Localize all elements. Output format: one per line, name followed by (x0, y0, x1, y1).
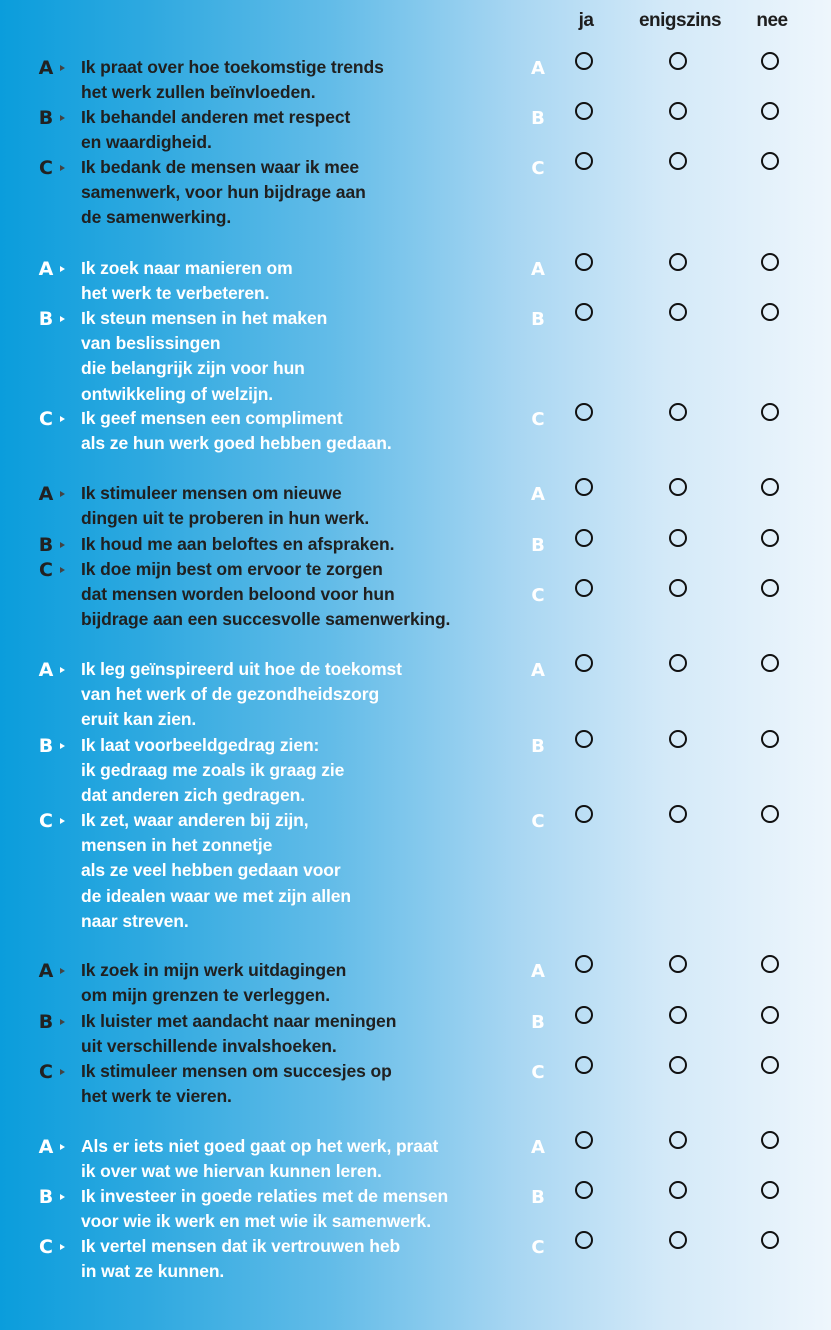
statement-text: Ik stimuleer mensen om succesjes op het werk te vieren. (81, 1061, 392, 1107)
radio-yes[interactable] (575, 403, 593, 421)
radio-no[interactable] (761, 102, 779, 120)
radio-no[interactable] (761, 730, 779, 748)
statement-text: Ik steun mensen in het maken van beslissingen die belangrijk zijn voor hun ontwikkeling of welzijn. (81, 308, 328, 404)
arrow-icon (60, 743, 65, 749)
statement-letter: A (38, 258, 54, 280)
statement-text: Ik behandel anderen met respect en waardigheid. (81, 107, 351, 153)
arrow-icon (60, 1144, 65, 1150)
radio-yes[interactable] (575, 253, 593, 271)
radio-yes[interactable] (575, 579, 593, 597)
radio-somewhat[interactable] (669, 253, 687, 271)
arrow-icon (60, 1069, 65, 1075)
answer-row-letter: A (531, 58, 545, 79)
radio-yes[interactable] (575, 152, 593, 170)
answer-row-letter: B (531, 736, 545, 757)
radio-somewhat[interactable] (669, 955, 687, 973)
radio-no[interactable] (761, 478, 779, 496)
answer-row-letter: C (531, 1062, 545, 1083)
radio-no[interactable] (761, 529, 779, 547)
answer-row-letter: C (531, 158, 545, 179)
radio-no[interactable] (761, 579, 779, 597)
radio-somewhat[interactable] (669, 52, 687, 70)
arrow-icon (60, 818, 65, 824)
arrow-icon (60, 1244, 65, 1250)
statement-letter: B (38, 1011, 54, 1033)
answer-row-letter: C (531, 811, 545, 832)
statement-letter: C (39, 810, 53, 832)
radio-yes[interactable] (575, 1181, 593, 1199)
radio-yes[interactable] (575, 303, 593, 321)
column-header-somewhat: enigszins (638, 10, 722, 31)
statement-letter: A (38, 1136, 54, 1158)
answer-row-letter: A (531, 660, 545, 681)
statement-letter: C (39, 157, 53, 179)
radio-somewhat[interactable] (669, 1006, 687, 1024)
arrow-icon (60, 567, 65, 573)
arrow-icon (60, 667, 65, 673)
statement-text: Ik zet, waar anderen bij zijn, mensen in het zonnetje als ze veel hebben gedaan voor de idealen waar we met zijn allen naar streven. (81, 810, 351, 931)
radio-somewhat[interactable] (669, 579, 687, 597)
radio-yes[interactable] (575, 1231, 593, 1249)
arrow-icon (60, 1194, 65, 1200)
radio-no[interactable] (761, 1006, 779, 1024)
statement-letter: B (38, 735, 54, 757)
radio-yes[interactable] (575, 1006, 593, 1024)
radio-somewhat[interactable] (669, 152, 687, 170)
radio-somewhat[interactable] (669, 1231, 687, 1249)
radio-no[interactable] (761, 52, 779, 70)
statement-text: Ik zoek in mijn werk uitdagingen om mijn grenzen te verleggen. (81, 960, 347, 1006)
arrow-icon (60, 316, 65, 322)
arrow-icon (60, 1019, 65, 1025)
statement-text: Ik praat over hoe toekomstige trends het werk zullen beïnvloeden. (81, 57, 384, 103)
radio-somewhat[interactable] (669, 654, 687, 672)
answer-row-letter: A (531, 1137, 545, 1158)
statement-text: Ik stimuleer mensen om nieuwe dingen uit te proberen in hun werk. (81, 483, 370, 529)
radio-yes[interactable] (575, 52, 593, 70)
statement-text: Ik houd me aan beloftes en afspraken. (81, 534, 395, 554)
radio-no[interactable] (761, 1131, 779, 1149)
answer-row-letter: B (531, 535, 545, 556)
arrow-icon (60, 266, 65, 272)
radio-no[interactable] (761, 1231, 779, 1249)
column-header-no: nee (756, 10, 788, 31)
arrow-icon (60, 115, 65, 121)
statement-letter: A (38, 57, 54, 79)
column-header-yes: ja (578, 10, 594, 31)
radio-yes[interactable] (575, 1131, 593, 1149)
statement-letter: B (38, 1186, 54, 1208)
answer-row-letter: B (531, 309, 545, 330)
radio-no[interactable] (761, 955, 779, 973)
answer-row-letter: B (531, 108, 545, 129)
radio-yes[interactable] (575, 1056, 593, 1074)
radio-somewhat[interactable] (669, 478, 687, 496)
answer-row-letter: A (531, 259, 545, 280)
radio-no[interactable] (761, 1056, 779, 1074)
statement-text: Als er iets niet goed gaat op het werk, praat ik over wat we hiervan kunnen leren. (81, 1136, 439, 1182)
statement-letter: B (38, 308, 54, 330)
statement-text: Ik laat voorbeeldgedrag zien: ik gedraag me zoals ik graag zie dat anderen zich gedragen. (81, 735, 345, 806)
radio-somewhat[interactable] (669, 403, 687, 421)
radio-somewhat[interactable] (669, 1181, 687, 1199)
radio-yes[interactable] (575, 102, 593, 120)
radio-somewhat[interactable] (669, 730, 687, 748)
radio-somewhat[interactable] (669, 529, 687, 547)
radio-no[interactable] (761, 805, 779, 823)
statement-letter: C (39, 559, 53, 581)
statement-letter: C (39, 408, 53, 430)
radio-no[interactable] (761, 152, 779, 170)
statement-text: Ik vertel mensen dat ik vertrouwen heb in wat ze kunnen. (81, 1236, 401, 1282)
radio-yes[interactable] (575, 955, 593, 973)
statement-text: Ik zoek naar manieren om het werk te verbeteren. (81, 258, 293, 304)
radio-yes[interactable] (575, 529, 593, 547)
statement-letter: A (38, 960, 54, 982)
radio-no[interactable] (761, 253, 779, 271)
statement-letter: B (38, 107, 54, 129)
radio-somewhat[interactable] (669, 1131, 687, 1149)
radio-yes[interactable] (575, 805, 593, 823)
statement-letter: A (38, 659, 54, 681)
answer-row-letter: C (531, 409, 545, 430)
radio-yes[interactable] (575, 654, 593, 672)
statement-text: Ik investeer in goede relaties met de mensen voor wie ik werk en met wie ik samenwerk. (81, 1186, 449, 1232)
radio-no[interactable] (761, 403, 779, 421)
radio-no[interactable] (761, 303, 779, 321)
radio-somewhat[interactable] (669, 805, 687, 823)
statement-letter: C (39, 1061, 53, 1083)
answer-row-letter: C (531, 1237, 545, 1258)
arrow-icon (60, 968, 65, 974)
statement-letter: C (39, 1236, 53, 1258)
arrow-icon (60, 65, 65, 71)
arrow-icon (60, 416, 65, 422)
arrow-icon (60, 165, 65, 171)
answer-row-letter: A (531, 961, 545, 982)
statement-text: Ik leg geïnspireerd uit hoe de toekomst van het werk of de gezondheidszorg eruit kan zien. (81, 659, 402, 730)
radio-yes[interactable] (575, 730, 593, 748)
answer-row-letter: B (531, 1012, 545, 1033)
arrow-icon (60, 542, 65, 548)
statement-text: Ik bedank de mensen waar ik mee samenwerk, voor hun bijdrage aan de samenwerking. (81, 157, 366, 228)
radio-yes[interactable] (575, 478, 593, 496)
arrow-icon (60, 491, 65, 497)
answer-row-letter: C (531, 585, 545, 606)
radio-somewhat[interactable] (669, 102, 687, 120)
radio-somewhat[interactable] (669, 1056, 687, 1074)
radio-no[interactable] (761, 654, 779, 672)
statement-text: Ik doe mijn best om ervoor te zorgen dat mensen worden beloond voor hun bijdrage aan een succesvolle samenwerking. (81, 559, 451, 630)
statement-letter: A (38, 483, 54, 505)
answer-row-letter: B (531, 1187, 545, 1208)
answer-row-letter: A (531, 484, 545, 505)
statement-letter: B (38, 534, 54, 556)
radio-no[interactable] (761, 1181, 779, 1199)
radio-somewhat[interactable] (669, 303, 687, 321)
statement-text: Ik luister met aandacht naar meningen uit verschillende invalshoeken. (81, 1011, 397, 1057)
statement-text: Ik geef mensen een compliment als ze hun werk goed hebben gedaan. (81, 408, 392, 454)
